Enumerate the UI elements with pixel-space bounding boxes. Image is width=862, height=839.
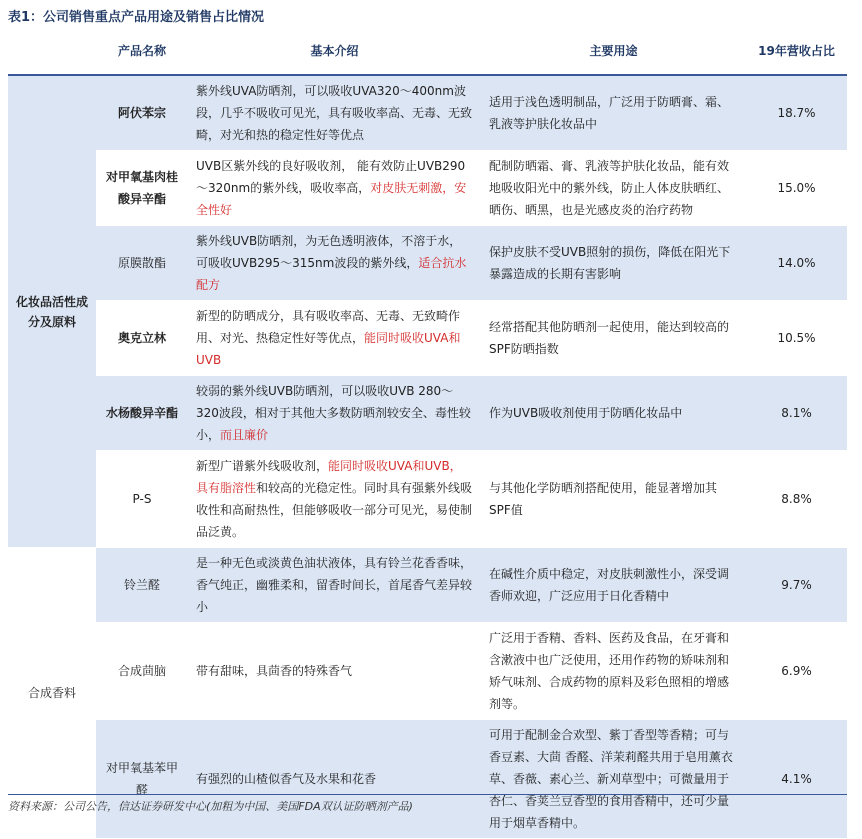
product-intro: 紫外线UVA防晒剂，可以吸收UVA320～400nm波段，几乎不吸收可见光，具有吸收率高、无毒、无致畸，对光和热的稳定性好等优点	[188, 75, 481, 151]
product-share: 8.1%	[746, 376, 847, 451]
product-intro: 紫外线UVB防晒剂，为无色透明液体，不溶于水，可吸收UVB295～315nm波段的紫外线，适合抗水配方	[188, 226, 481, 301]
product-use: 经常搭配其他防晒剂一起使用，能达到较高的SPF防晒指数	[481, 301, 746, 376]
header-row	[8, 26, 847, 75]
product-use: 作为UVB吸收剂使用于防晒化妆品中	[481, 376, 746, 451]
table-row	[8, 451, 847, 548]
product-share: 9.7%	[746, 548, 847, 623]
product-name: 阿伏苯宗	[96, 75, 188, 151]
category-cosmetics: 化妆品活性成分及原料	[8, 75, 96, 548]
table-title: 表1：公司销售重点产品用途及销售占比情况	[8, 10, 265, 25]
table-row	[8, 151, 847, 226]
table-row	[8, 548, 847, 623]
header-name: 产品名称	[96, 26, 188, 75]
product-name: 合成茴脑	[96, 623, 188, 720]
product-share: 8.8%	[746, 451, 847, 548]
product-intro: 带有甜味，具茴香的特殊香气	[188, 623, 481, 720]
product-intro: 有强烈的山楂似香气及水果和花香	[188, 720, 481, 839]
product-table	[8, 26, 847, 839]
product-name: P-S	[96, 451, 188, 548]
product-share: 4.1%	[746, 720, 847, 839]
product-intro: 较弱的紫外线UVB防晒剂，可以吸收UVB 280～320波段，相对于其他大多数防晒剂较安全、毒性较小，而且廉价	[188, 376, 481, 451]
product-use: 广泛用于香精、香料、医药及食品，在牙膏和含漱液中也广泛使用，还用作药物的矫味剂和矫气味剂、合成药物的原料及彩色照相的增感剂等。	[481, 623, 746, 720]
product-name: 水杨酸异辛酯	[96, 376, 188, 451]
header-intro: 基本介绍	[188, 26, 481, 75]
table-row	[8, 75, 847, 151]
product-share: 6.9%	[746, 623, 847, 720]
table-row	[8, 376, 847, 451]
product-intro: 是一种无色或淡黄色油状液体，具有铃兰花香香味，香气纯正，幽雅柔和，留香时间长，首尾香气差异较小	[188, 548, 481, 623]
product-share: 15.0%	[746, 151, 847, 226]
product-share: 14.0%	[746, 226, 847, 301]
product-name: 对甲氧基肉桂酸异辛酯	[96, 151, 188, 226]
product-name: 奥克立林	[96, 301, 188, 376]
header-use: 主要用途	[481, 26, 746, 75]
product-use: 在碱性介质中稳定，对皮肤刺激性小，深受调香师欢迎，广泛应用于日化香精中	[481, 548, 746, 623]
product-use: 可用于配制金合欢型、紫丁香型等香精；可与香豆素、大茴 香醛、洋茉莉醛共用于皂用薰衣草、香薇、素心兰、新刈草型中；可微量用于杏仁、香荚兰豆香型的食用香精中，还可少量用于烟草香精中。	[481, 720, 746, 839]
table-row	[8, 226, 847, 301]
product-name: 原膜散酯	[96, 226, 188, 301]
product-use: 与其他化学防晒剂搭配使用，能显著增加其SPF值	[481, 451, 746, 548]
product-use: 配制防晒霜、膏、乳液等护肤化妆品，能有效地吸收阳光中的紫外线，防止人体皮肤晒红、晒伤、晒黑，也是光感皮炎的治疗药物	[481, 151, 746, 226]
table-row	[8, 720, 847, 839]
product-name: 铃兰醛	[96, 548, 188, 623]
source-note: 资料来源：公司公告，信达证券研发中心(加粗为中国、美国FDA双认证防晒剂产品)	[8, 794, 847, 814]
product-share: 10.5%	[746, 301, 847, 376]
product-share: 18.7%	[746, 75, 847, 151]
product-name: 对甲氧基苯甲醛	[96, 720, 188, 839]
product-intro: 新型的防晒成分，具有吸收率高、无毒、无致畸作用、对光、热稳定性好等优点，能同时吸收UVA和UVB	[188, 301, 481, 376]
header-share: 19年营收占比	[746, 26, 847, 75]
table-row	[8, 623, 847, 720]
table-row	[8, 301, 847, 376]
product-intro: UVB区紫外线的良好吸收剂， 能有效防止UVB290～320nm的紫外线，吸收率高，对皮肤无刺激，安全性好	[188, 151, 481, 226]
category-fragrance: 合成香料	[8, 548, 96, 839]
product-use: 适用于浅色透明制品，广泛用于防晒膏、霜、乳液等护肤化妆品中	[481, 75, 746, 151]
product-use: 保护皮肤不受UVB照射的损伤，降低在阳光下暴露造成的长期有害影响	[481, 226, 746, 301]
product-intro: 新型广谱紫外线吸收剂，能同时吸收UVA和UVB，具有脂溶性和较高的光稳定性。同时具有强紫外线吸收性和高耐热性，但能够吸收一部分可见光，易使制品泛黄。	[188, 451, 481, 548]
header-category	[8, 26, 96, 75]
